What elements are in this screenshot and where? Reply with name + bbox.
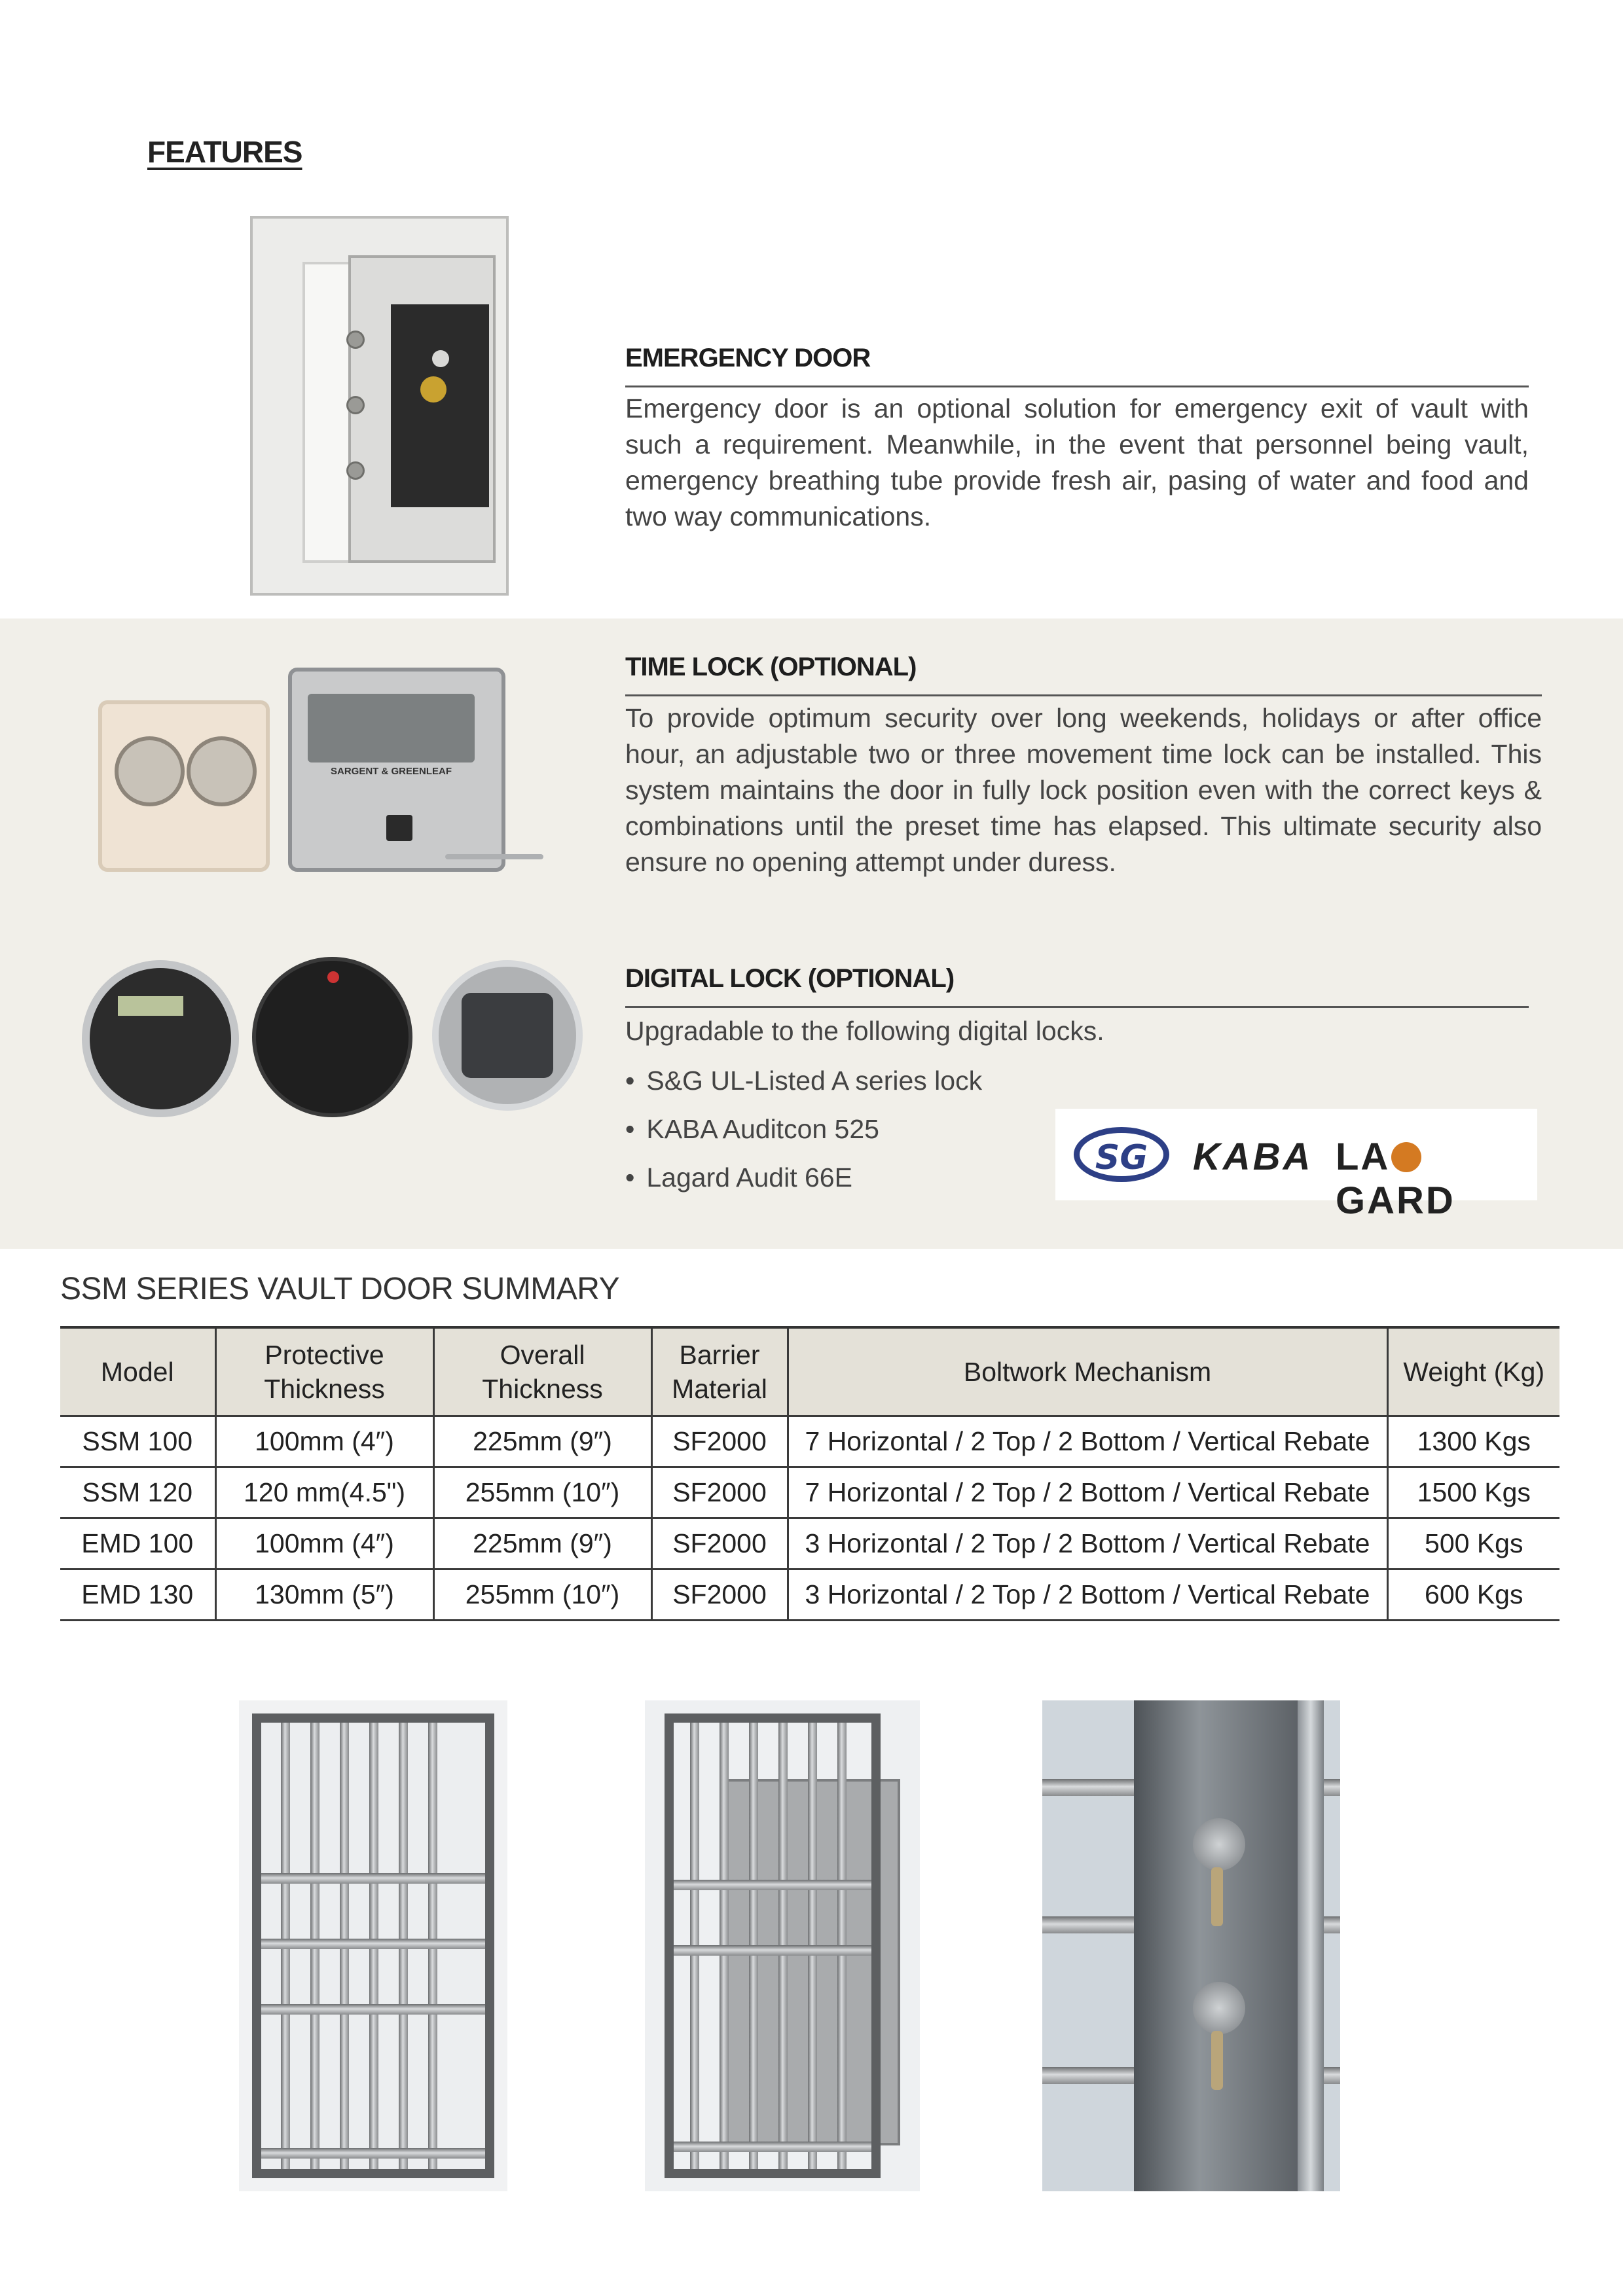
column-header: Weight (Kg) xyxy=(1387,1327,1559,1416)
table-cell: SSM 100 xyxy=(60,1416,215,1467)
column-header: Model xyxy=(60,1327,215,1416)
table-cell: SSM 120 xyxy=(60,1467,215,1518)
table-cell: 130mm (5″) xyxy=(215,1570,433,1621)
time-lock-rule xyxy=(625,694,1542,696)
digital-lock-list xyxy=(625,1056,982,1202)
table-cell: 1300 Kgs xyxy=(1387,1416,1559,1467)
emergency-door-body: Emergency door is an optional solution for emergency exit of vault with such a requirement. Meanwhile, in the event that personnel being vault, emergency breathing tube provide fresh air, pasing of water and food and two way communications. xyxy=(625,393,1529,531)
table-row xyxy=(60,1467,1559,1518)
grille-gate-photo-open xyxy=(645,1700,920,2191)
digital-lock-rule xyxy=(625,1006,1529,1008)
summary-table xyxy=(60,1326,1559,1621)
table-cell: 225mm (9″) xyxy=(433,1416,651,1467)
list-item: • KABA Auditcon 525 xyxy=(625,1105,982,1153)
time-lock-brand-label: SARGENT & GREENLEAF xyxy=(330,766,452,777)
table-cell: 7 Horizontal / 2 Top / 2 Bottom / Vertical Rebate xyxy=(788,1467,1387,1518)
grille-gate-photo-closed xyxy=(239,1700,507,2191)
digital-lock-title: DIGITAL LOCK (OPTIONAL) xyxy=(625,964,955,993)
table-cell: 225mm (9″) xyxy=(433,1518,651,1570)
emergency-door-rule xyxy=(625,386,1529,387)
kaba-logo: KABA xyxy=(1193,1136,1313,1178)
table-cell: EMD 100 xyxy=(60,1518,215,1570)
digital-lock-photo xyxy=(82,957,583,1127)
table-cell: 7 Horizontal / 2 Top / 2 Bottom / Vertical Rebate xyxy=(788,1416,1387,1467)
sg-logo xyxy=(1074,1127,1169,1182)
column-header: Protective Thickness xyxy=(215,1327,433,1416)
table-cell: SF2000 xyxy=(651,1518,788,1570)
emergency-door-title: EMERGENCY DOOR xyxy=(625,344,871,372)
table-cell: 255mm (10″) xyxy=(433,1570,651,1621)
emergency-door-photo xyxy=(250,216,509,596)
sg-logo-text: SG xyxy=(1095,1138,1148,1177)
table-cell: EMD 130 xyxy=(60,1570,215,1621)
digital-lock-intro: Upgradable to the following digital locks. xyxy=(625,1016,1104,1046)
time-lock-title: TIME LOCK (OPTIONAL) xyxy=(625,653,917,681)
table-header-row xyxy=(60,1327,1559,1416)
table-cell: SF2000 xyxy=(651,1416,788,1467)
brand-logos xyxy=(1055,1109,1537,1222)
table-cell: 500 Kgs xyxy=(1387,1518,1559,1570)
time-lock-photo xyxy=(98,668,556,893)
time-lock-body: To provide optimum security over long weekends, holidays or after office hour, an adjustable two or three movement time lock can be installed. This system maintains the door in fully lock position even with the correct keys & combinations until the preset time has elapsed. This ultimate security also ensure no opening attempt under duress. xyxy=(625,703,1542,877)
lagard-logo: LAGARD xyxy=(1336,1136,1455,1222)
table-cell: SF2000 xyxy=(651,1570,788,1621)
features-heading: FEATURES xyxy=(147,135,302,169)
column-header: Boltwork Mechanism xyxy=(788,1327,1387,1416)
table-cell: 255mm (10″) xyxy=(433,1467,651,1518)
table-row xyxy=(60,1570,1559,1621)
column-header: Overall Thickness xyxy=(433,1327,651,1416)
table-cell: 1500 Kgs xyxy=(1387,1467,1559,1518)
gate-lock-closeup-photo xyxy=(1042,1700,1340,2191)
table-cell: 100mm (4″) xyxy=(215,1518,433,1570)
lagard-globe-icon xyxy=(1391,1142,1421,1172)
table-cell: 120 mm(4.5") xyxy=(215,1467,433,1518)
table-row xyxy=(60,1416,1559,1467)
list-item: • S&G UL-Listed A series lock xyxy=(625,1056,982,1105)
table-cell: 3 Horizontal / 2 Top / 2 Bottom / Vertical Rebate xyxy=(788,1570,1387,1621)
table-cell: 3 Horizontal / 2 Top / 2 Bottom / Vertical Rebate xyxy=(788,1518,1387,1570)
table-cell: SF2000 xyxy=(651,1467,788,1518)
table-row xyxy=(60,1518,1559,1570)
column-header: Barrier Material xyxy=(651,1327,788,1416)
table-cell: 100mm (4″) xyxy=(215,1416,433,1467)
table-cell: 600 Kgs xyxy=(1387,1570,1559,1621)
summary-title: SSM SERIES VAULT DOOR SUMMARY xyxy=(60,1272,620,1306)
list-item: • Lagard Audit 66E xyxy=(625,1153,982,1202)
